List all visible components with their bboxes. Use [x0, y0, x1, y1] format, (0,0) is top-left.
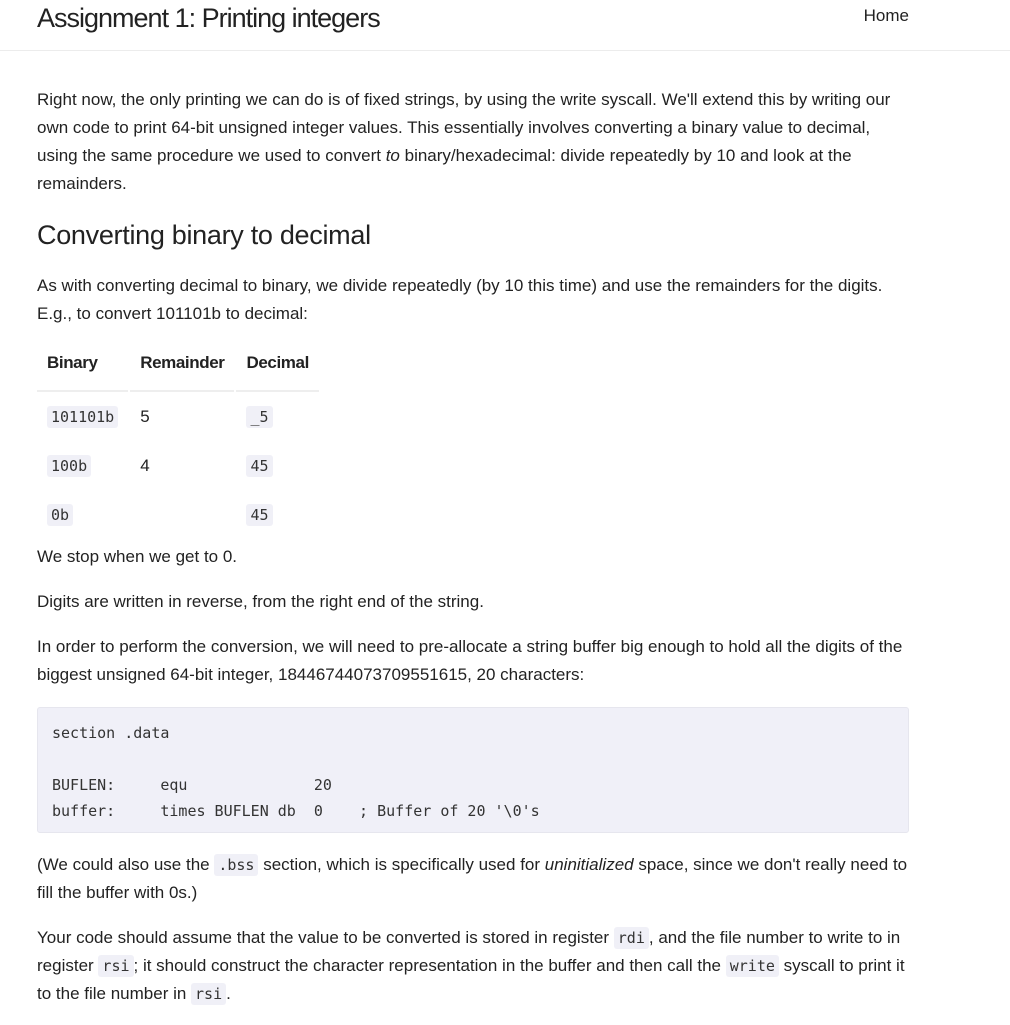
binary-cell: 0b — [47, 504, 73, 526]
header-decimal: Decimal — [236, 350, 318, 392]
inline-code: rsi — [98, 955, 133, 977]
binary-cell: 100b — [47, 455, 91, 477]
remainder-cell: 4 — [140, 455, 150, 475]
table-row — [37, 392, 319, 441]
top-bar — [0, 0, 1010, 51]
table-row — [37, 490, 319, 539]
inline-code: rsi — [191, 983, 226, 1005]
home-link[interactable]: Home — [863, 6, 909, 25]
inline-code: write — [726, 955, 779, 977]
buffer-paragraph: In order to perform the conversion, we will need to pre-allocate a string buffer big enough to hold all the digits of the biggest unsigned 64-bit integer, 18446744073709551615, 20 characters: — [37, 637, 903, 684]
table-row — [37, 441, 319, 490]
article-content — [37, 86, 909, 1025]
code-line — [52, 746, 894, 772]
inline-code: rdi — [614, 927, 649, 949]
digits-paragraph: Digits are written in reverse, from the right end of the string. — [37, 592, 484, 611]
header-binary: Binary — [37, 350, 128, 392]
bss-paragraph: (We could also use the .bss section, which is specifically used for uninitialized space, since we don't really need to fill the buffer with 0s.) — [37, 855, 908, 902]
decimal-cell: 45 — [246, 504, 272, 526]
section-lead: As with converting decimal to binary, we divide repeatedly (by 10 this time) and use the remainders for the digits. E.g., to convert 101101b to decimal: — [37, 276, 883, 323]
header-remainder: Remainder — [130, 350, 234, 392]
code-line: BUFLEN: equ 20 — [52, 776, 332, 794]
conversion-table — [35, 350, 321, 539]
code-block — [37, 707, 909, 833]
intro-paragraph: Right now, the only printing we can do is of fixed strings, by using the write syscall. We'll extend this by writing our own code to print 64-bit unsigned integer values. This essentially involves converting a binary value to decimal, using the same procedure we used to convert to binary/hexadecimal: divide repeatedly by 10 and look at the remainders. — [37, 90, 891, 193]
decimal-cell: _5 — [246, 406, 272, 428]
code-line: buffer: times BUFLEN db 0 ; Buffer of 20 '\0's — [52, 802, 540, 820]
stop-paragraph: We stop when we get to 0. — [37, 547, 238, 566]
table-header-row — [37, 350, 319, 392]
binary-cell: 101101b — [47, 406, 118, 428]
decimal-cell: 45 — [246, 455, 272, 477]
section-heading: Converting binary to decimal — [37, 220, 371, 250]
remainder-cell: 5 — [140, 406, 150, 426]
site-title[interactable]: Assignment 1: Printing integers — [37, 3, 380, 33]
remainder-cell — [130, 490, 234, 539]
code-line: section .data — [52, 724, 170, 742]
inline-code: .bss — [214, 854, 258, 876]
registers-paragraph: Your code should assume that the value to be converted is stored in register rdi , and the file number to write to in register rsi ; it should construct the character representation in the buffer and then call the write syscall to print it to the file number in rsi . — [37, 928, 905, 1003]
